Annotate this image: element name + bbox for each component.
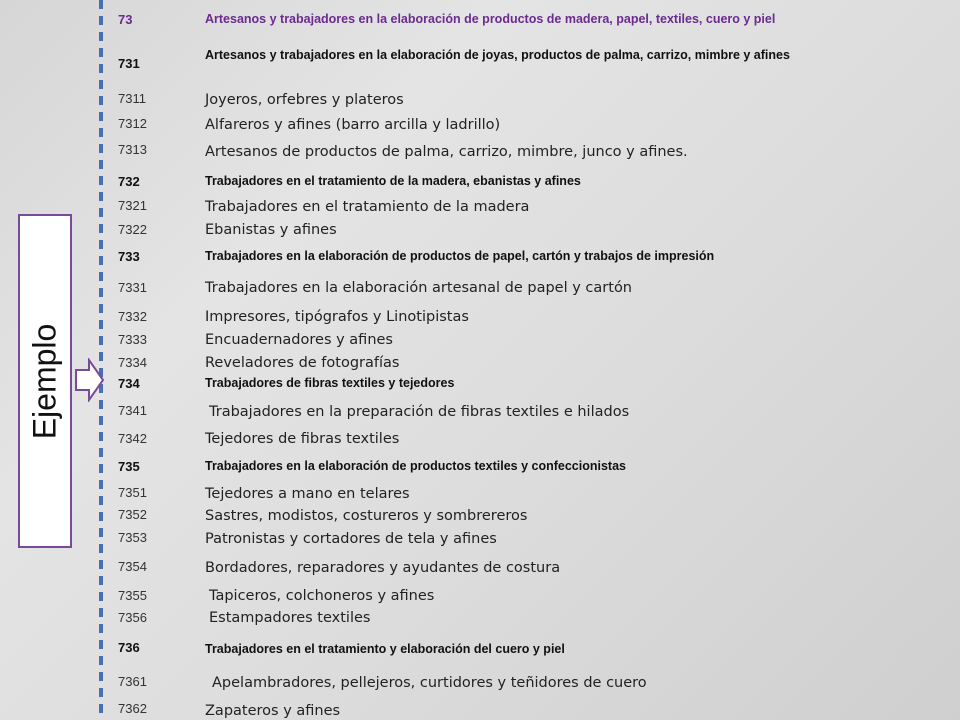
occupation-code: 7331: [118, 280, 147, 295]
example-label-box: [18, 214, 72, 548]
occupation-description: Trabajadores en la preparación de fibras textiles e hilados: [209, 404, 630, 420]
occupation-description: Artesanos y trabajadores en la elaboración de productos de madera, papel, textiles, cuero y piel: [205, 12, 776, 26]
occupation-description: Trabajadores en la elaboración de productos textiles y confeccionistas: [205, 459, 626, 473]
occupation-code: 7354: [118, 559, 147, 574]
occupation-code: 731: [118, 56, 140, 71]
occupation-description: Reveladores de fotografías: [205, 355, 400, 371]
occupation-description: Tejedores a mano en telares: [205, 486, 410, 502]
occupation-code: 7356: [118, 610, 147, 625]
occupation-code: 7351: [118, 485, 147, 500]
occupation-description: Alfareros y afines (barro arcilla y ladrillo): [205, 117, 501, 133]
occupation-description: Trabajadores en el tratamiento de la madera, ebanistas y afines: [205, 174, 581, 188]
example-label: Ejemplo: [26, 323, 63, 439]
occupation-description: Estampadores textiles: [209, 610, 371, 626]
occupation-code: 733: [118, 249, 140, 264]
occupation-description: Artesanos de productos de palma, carrizo, mimbre, junco y afines.: [205, 144, 688, 160]
occupation-description: Joyeros, orfebres y plateros: [205, 92, 404, 108]
occupation-code: 7352: [118, 507, 147, 522]
occupation-code: 7362: [118, 701, 147, 716]
occupation-description: Apelambradores, pellejeros, curtidores y teñidores de cuero: [212, 675, 647, 691]
occupation-description: Trabajadores de fibras textiles y tejedores: [205, 376, 455, 390]
occupation-description: Patronistas y cortadores de tela y afines: [205, 531, 497, 547]
occupation-description: Encuadernadores y afines: [205, 332, 393, 348]
occupation-code: 7322: [118, 222, 147, 237]
occupation-code: 7341: [118, 403, 147, 418]
occupation-code: 736: [118, 640, 140, 655]
occupation-code: 7321: [118, 198, 147, 213]
occupation-code: 7361: [118, 674, 147, 689]
occupation-code: 734: [118, 376, 140, 391]
occupation-code: 7353: [118, 530, 147, 545]
occupation-code: 7333: [118, 332, 147, 347]
arrow-right-icon: [75, 358, 105, 402]
occupation-description: Trabajadores en el tratamiento de la madera: [205, 199, 530, 215]
occupation-code: 7313: [118, 142, 147, 157]
occupation-code: 7332: [118, 309, 147, 324]
occupation-code: 7334: [118, 355, 147, 370]
occupation-code: 7312: [118, 116, 147, 131]
occupation-code: 732: [118, 174, 140, 189]
occupation-description: Artesanos y trabajadores en la elaboración de joyas, productos de palma, carrizo, mimbre y afines: [205, 48, 790, 62]
occupation-description: Bordadores, reparadores y ayudantes de costura: [205, 560, 561, 576]
occupation-description: Impresores, tipógrafos y Linotipistas: [205, 309, 469, 325]
occupation-code: 7311: [118, 91, 146, 106]
occupation-description: Trabajadores en la elaboración artesanal de papel y cartón: [205, 280, 632, 296]
occupation-code: 735: [118, 459, 140, 474]
occupation-description: Ebanistas y afines: [205, 222, 337, 238]
occupation-description: Tejedores de fibras textiles: [205, 431, 400, 447]
occupation-description: Zapateros y afines: [205, 703, 341, 719]
occupation-description: Trabajadores en la elaboración de productos de papel, cartón y trabajos de impresión: [205, 249, 715, 263]
occupation-code: 7355: [118, 588, 147, 603]
occupation-description: Trabajadores en el tratamiento y elaboración del cuero y piel: [205, 642, 565, 656]
occupation-description: Tapiceros, colchoneros y afines: [209, 588, 435, 604]
occupation-code: 7342: [118, 431, 147, 446]
occupation-code: 73: [118, 12, 133, 27]
occupation-description: Sastres, modistos, costureros y sombrereros: [205, 508, 528, 524]
